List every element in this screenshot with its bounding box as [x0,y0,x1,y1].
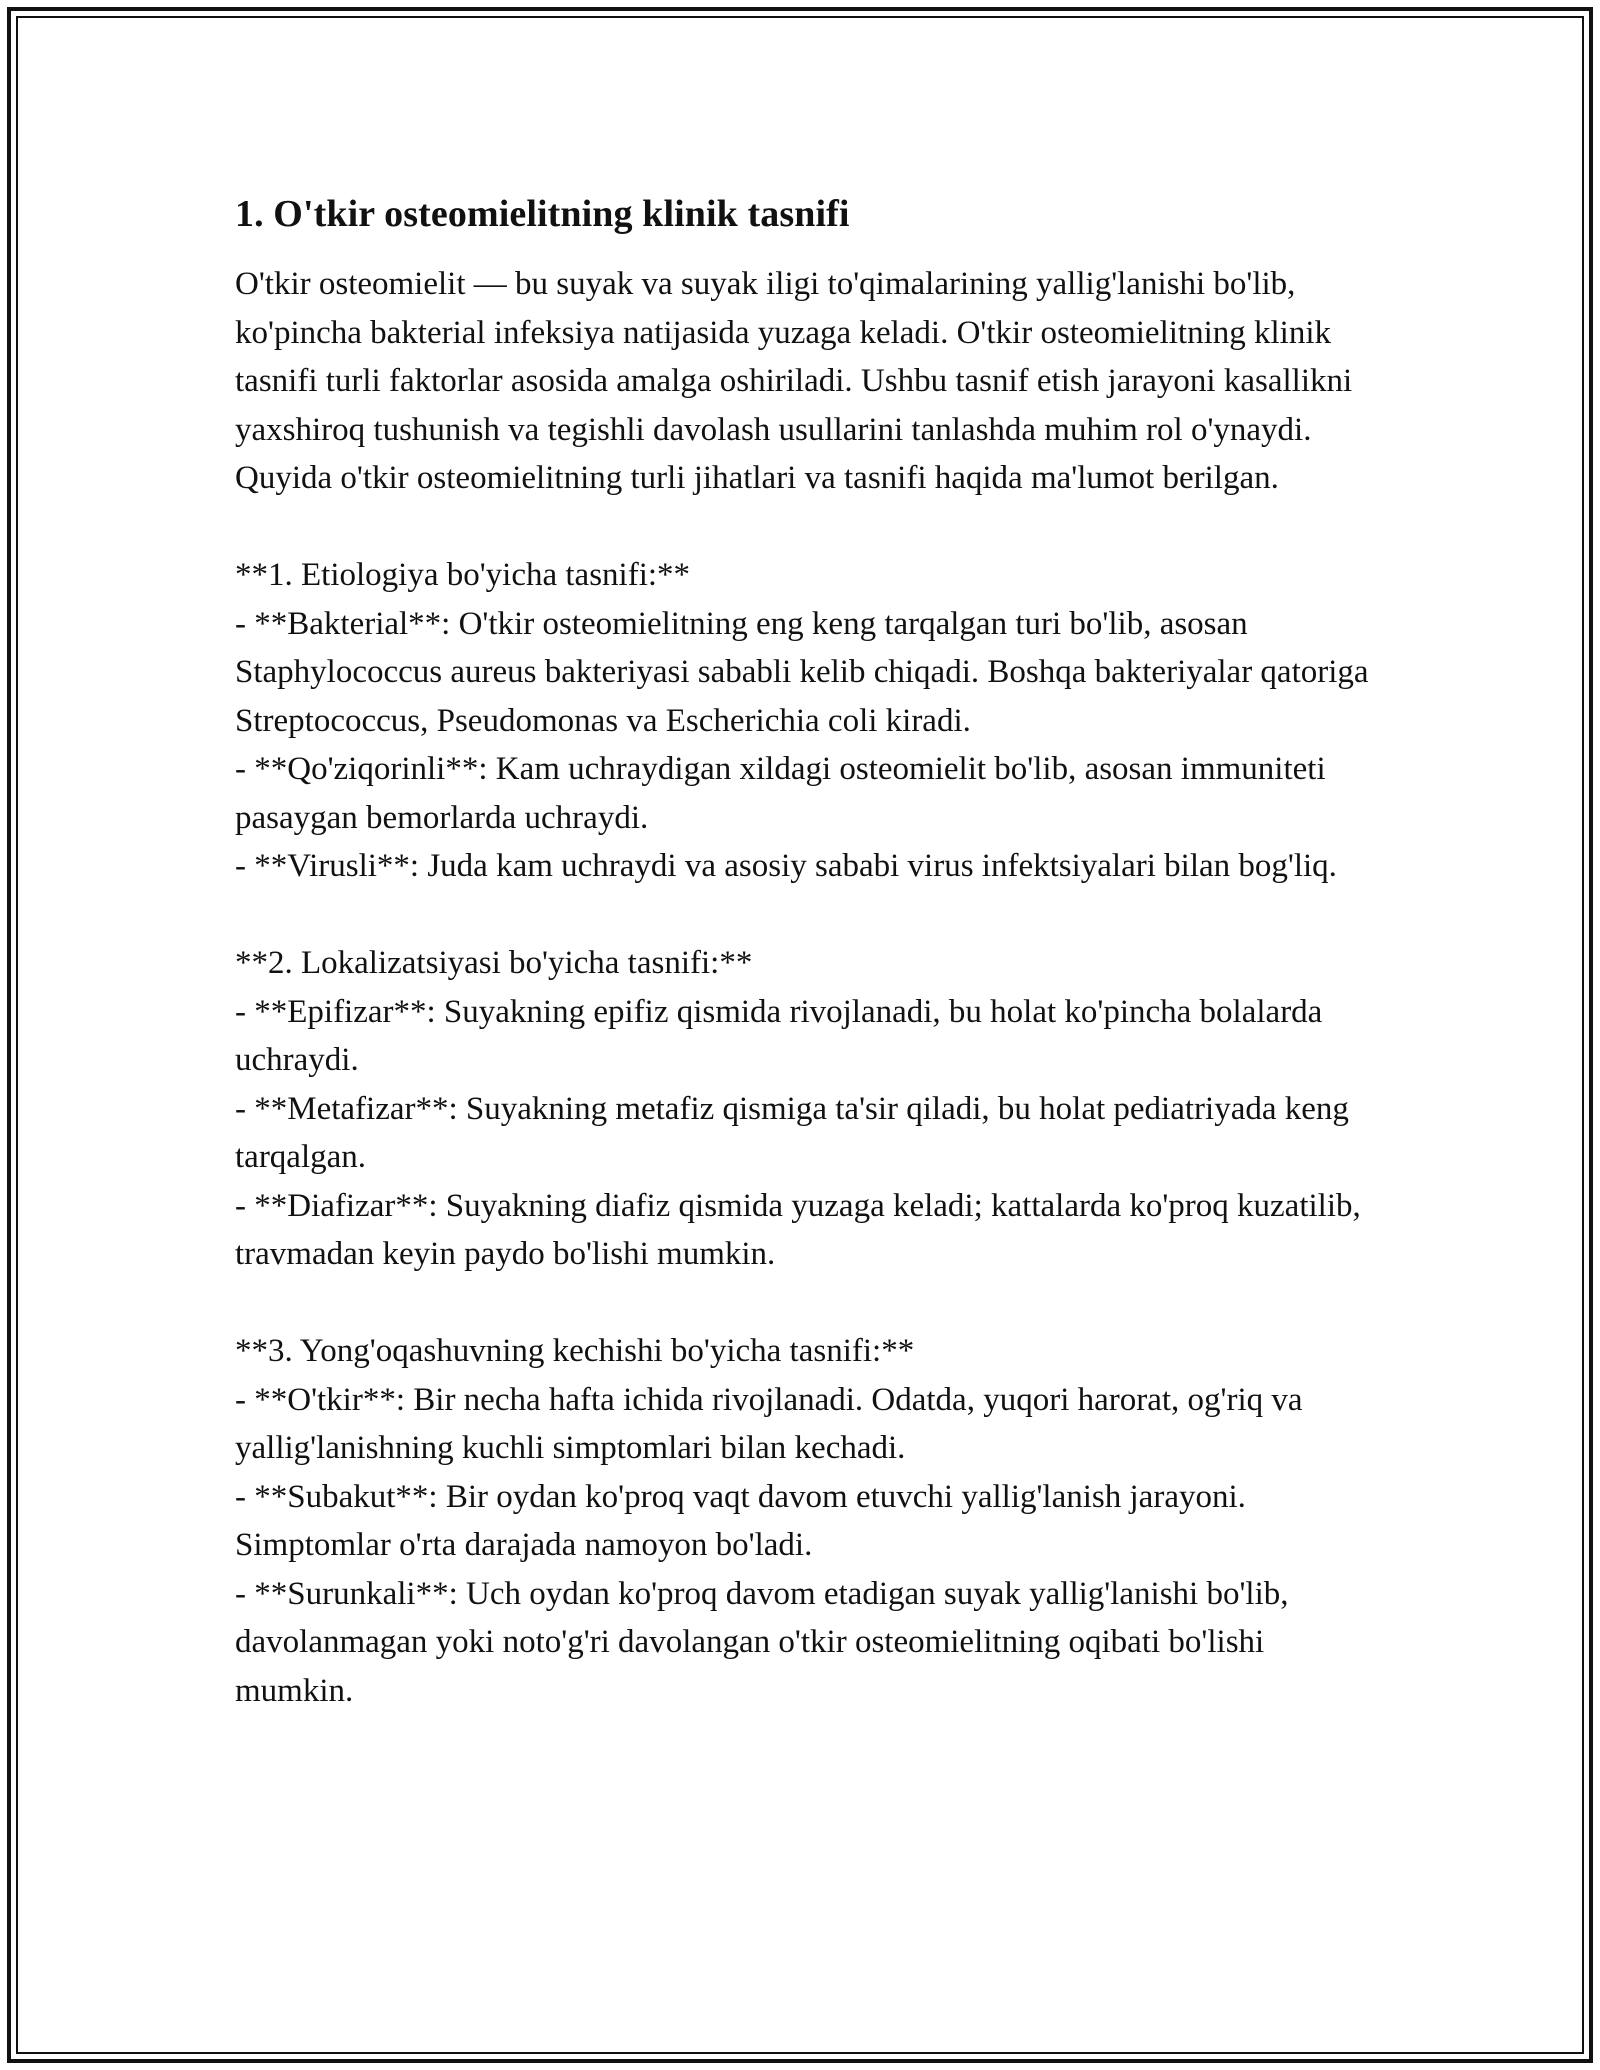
section-etiology [235,551,1375,891]
intro-paragraph: O'tkir osteomielit — bu suyak va suyak iligi to'qimalarining yallig'lanishi bo'lib, ko'pincha bakterial infeksiya natijasida yuzaga keladi. O'tkir osteomielitning klinik tasnifi turli faktorlar asosida amalga oshiriladi. Ushbu tasnif etish jarayoni kasallikni yaxshiroq tushunish va tegishli davolash usullarini tanlashda muhim rol o'ynaydi. Quyida o'tkir osteomielitning turli jihatlari va tasnifi haqida ma'lumot berilgan. [235,266,1353,496]
list-item: - **Epifizar**: Suyakning epifiz qismida rivojlanadi, bu holat ko'pincha bolalarda uchraydi. [235,993,1323,1078]
list-item: - **Virusli**: Juda kam uchraydi va asosiy sababi virus infektsiyalari bilan bog'liq. [235,848,1337,884]
section-localization [235,939,1375,1279]
section-heading: **2. Lokalizatsiyasi bo'yicha tasnifi:** [235,945,753,981]
section-heading: **1. Etiologiya bo'yicha tasnifi:** [235,557,691,593]
document-body [235,188,1375,1715]
page-title: 1. O'tkir osteomielitning klinik tasnifi [235,193,850,235]
list-item: - **Subakut**: Bir oydan ko'proq vaqt davom etuvchi yallig'lanish jarayoni. Simptomlar o'rta darajada namoyon bo'ladi. [235,1478,1246,1563]
list-item: - **Diafizar**: Suyakning diafiz qismida yuzaga keladi; kattalarda ko'proq kuzatilib, travmadan keyin paydo bo'lishi mumkin. [235,1187,1361,1272]
list-item: - **Bakterial**: O'tkir osteomielitning eng keng tarqalgan turi bo'lib, asosan Staphylococcus aureus bakteriyasi sababli kelib chiqadi. Boshqa bakteriyalar qatoriga Streptococcus, Pseudomonas va Escherichia coli kiradi. [235,605,1369,739]
list-item: - **Surunkali**: Uch oydan ko'proq davom etadigan suyak yallig'lanishi bo'lib, davolanmagan yoki noto'g'ri davolangan o'tkir osteomielitning oqibati bo'lishi mumkin. [235,1575,1289,1709]
section-heading: **3. Yong'oqashuvning kechishi bo'yicha tasnifi:** [235,1333,915,1369]
list-item: - **O'tkir**: Bir necha hafta ichida rivojlanadi. Odatda, yuqori harorat, og'riq va yallig'lanishning kuchli simptomlari bilan kechadi. [235,1381,1303,1466]
list-item: - **Metafizar**: Suyakning metafiz qismiga ta'sir qiladi, bu holat pediatriyada keng tarqalgan. [235,1090,1349,1175]
list-item: - **Qo'ziqorinli**: Kam uchraydigan xildagi osteomielit bo'lib, asosan immuniteti pasaygan bemorlarda uchraydi. [235,751,1326,836]
section-course [235,1327,1375,1715]
